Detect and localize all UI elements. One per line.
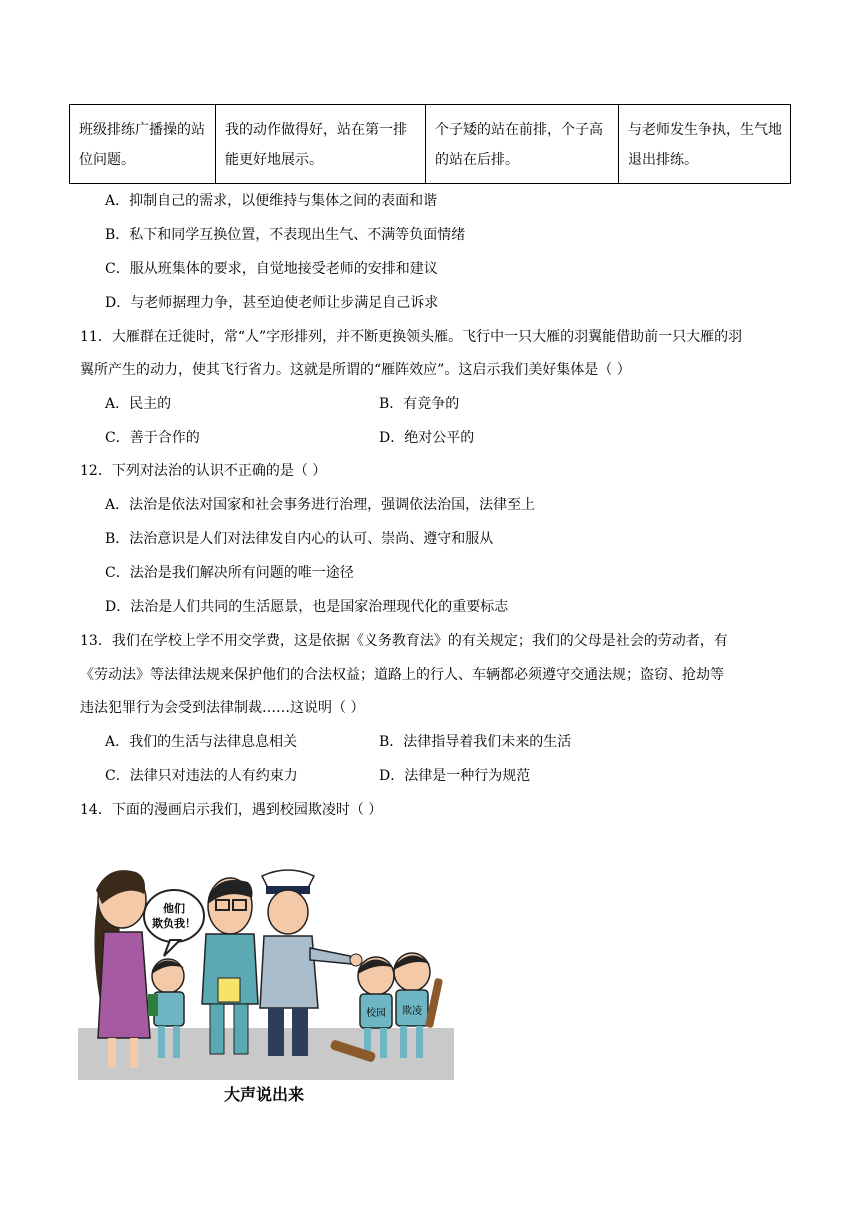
table-row — [70, 105, 791, 184]
q13-option-c: C．法律只对违法的人有约束力 — [105, 768, 298, 784]
table-cell: 个子矮的站在前排，个子高的站在后排。 — [426, 105, 619, 184]
table-cell: 我的动作做得好，站在第一排能更好地展示。 — [216, 105, 426, 184]
q13-option-b: B．法律指导着我们未来的生活 — [379, 734, 572, 750]
q14-stem: 14．下面的漫画启示我们，遇到校园欺凌时（ ） — [80, 802, 383, 818]
bullying-cartoon-illustration — [78, 828, 454, 1080]
q12-option-a: A．法治是依法对国家和社会事务进行治理，强调依法治国，法律至上 — [105, 497, 536, 513]
q11-option-c: C．善于合作的 — [105, 430, 200, 446]
bubble-text-2: 欺负我！ — [152, 917, 196, 930]
q11-option-d: D．绝对公平的 — [379, 430, 475, 446]
q13-stem-line1: 13．我们在学校上学不用交学费，这是依据《义务教育法》的有关规定；我们的父母是社会的劳动者，有 — [80, 633, 728, 649]
cartoon-caption: 大声说出来 — [224, 1085, 305, 1104]
table-cell: 与老师发生争执，生气地退出排练。 — [619, 105, 791, 184]
q11-option-b: B．有竞争的 — [379, 396, 460, 412]
q12-option-d: D．法治是人们共同的生活愿景，也是国家治理现代化的重要标志 — [105, 599, 509, 615]
q13-stem-line2: 《劳动法》等法律法规来保护他们的合法权益；道路上的行人、车辆都必须遵守交通法规；盗窃、抢劫等 — [80, 667, 724, 683]
q11-stem-line2: 翼所产生的动力，使其飞行省力。这就是所谓的“雁阵效应”。这启示我们美好集体是（ ） — [80, 362, 631, 378]
q10-option-b: B．私下和同学互换位置，不表现出生气、不满等负面情绪 — [105, 227, 466, 243]
q13-stem-line3: 违法犯罪行为会受到法律制裁……这说明（ ） — [80, 700, 365, 716]
shirt-label-2: 欺凌 — [402, 1006, 422, 1017]
q13-option-a: A．我们的生活与法律息息相关 — [105, 734, 298, 750]
q12-option-c: C．法治是我们解决所有问题的唯一途径 — [105, 565, 354, 581]
q10-option-a: A．抑制自己的需求，以便维持与集体之间的表面和谐 — [105, 193, 438, 209]
q12-option-b: B．法治意识是人们对法律发自内心的认可、崇尚、遵守和服从 — [105, 531, 494, 547]
q10-option-c: C．服从班集体的要求，自觉地接受老师的安排和建议 — [105, 261, 438, 277]
table-cell: 班级排练广播操的站位问题。 — [70, 105, 216, 184]
mother-figure — [94, 870, 150, 1068]
q12-stem: 12．下列对法治的认识不正确的是（ ） — [80, 463, 327, 479]
shirt-label-1: 校园 — [366, 1008, 386, 1019]
q11-option-a: A．民主的 — [105, 396, 172, 412]
bubble-text-1: 他们 — [163, 902, 185, 915]
q10-option-d: D．与老师据理力争，甚至迫使老师让步满足自己诉求 — [105, 295, 439, 311]
scenario-table — [69, 104, 791, 184]
q11-stem-line1: 11．大雁群在迁徙时，常“人”字形排列，并不断更换领头雁。飞行中一只大雁的羽翼能借助前一只大雁的羽 — [80, 329, 743, 345]
q13-option-d: D．法律是一种行为规范 — [379, 768, 531, 784]
